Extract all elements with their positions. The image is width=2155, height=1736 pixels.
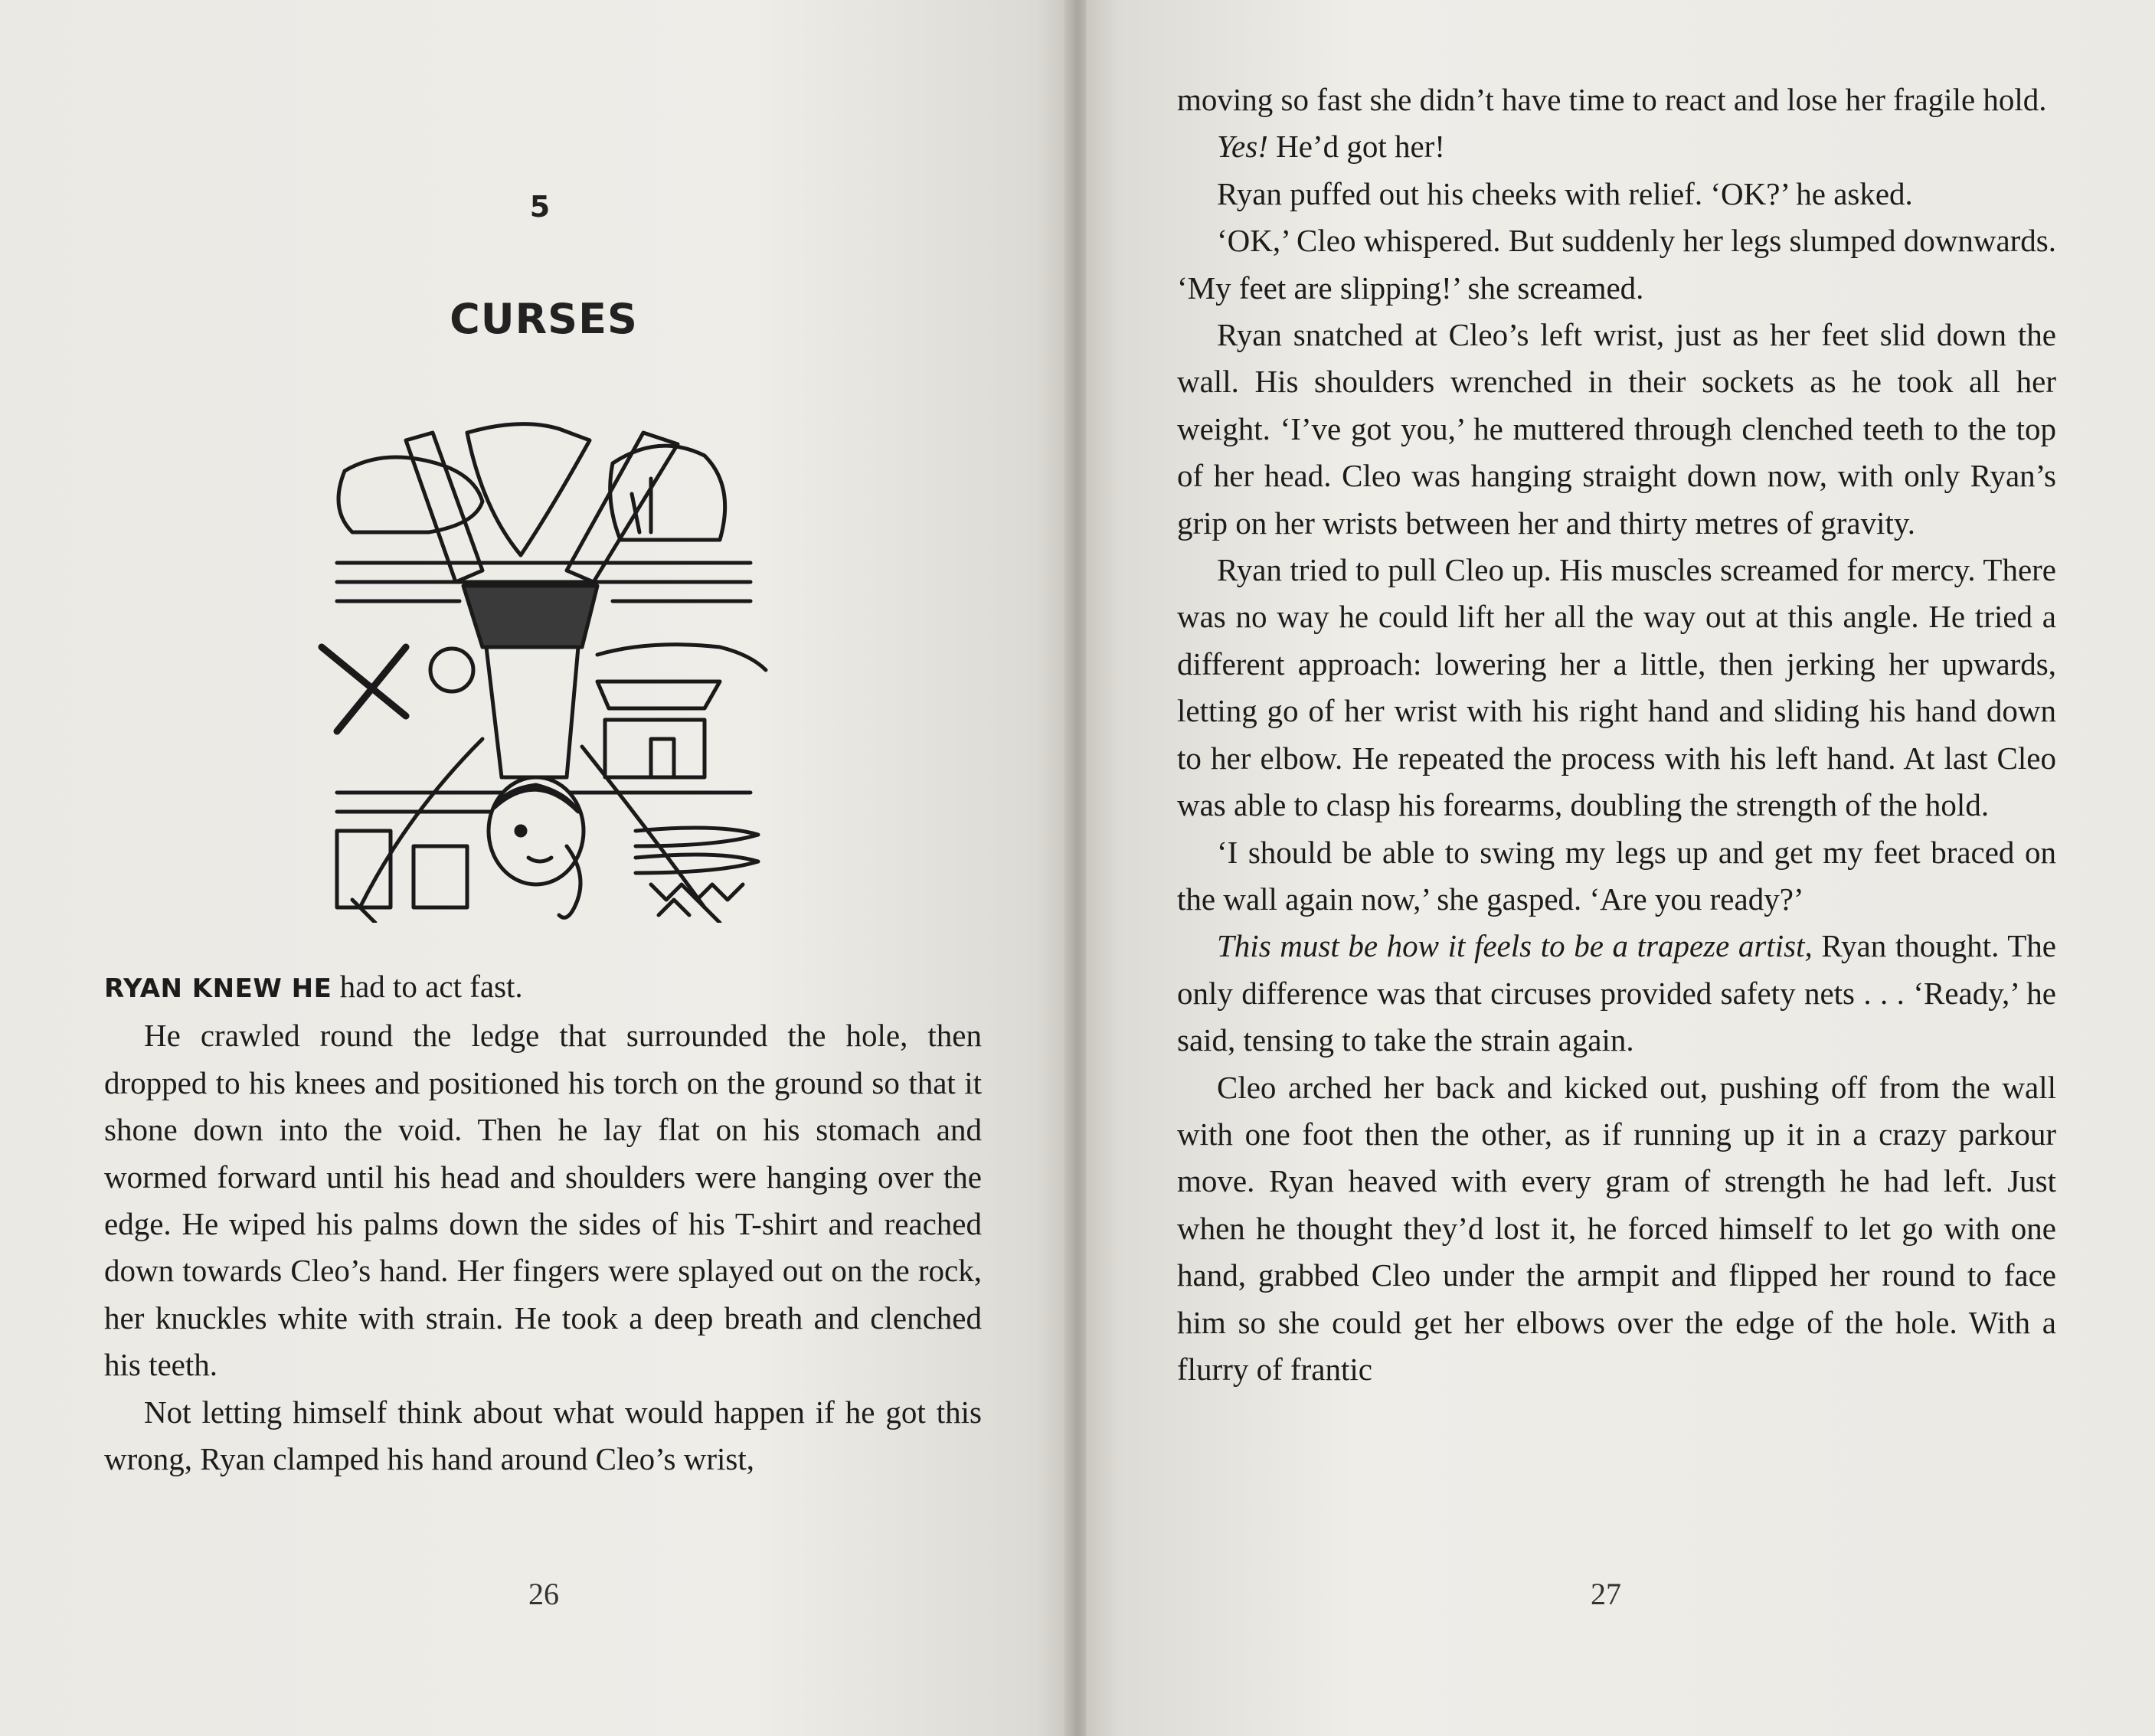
left-page bbox=[0, 0, 1069, 1736]
paragraph: ‘OK,’ Cleo whispered. But suddenly her legs slumped downwards. ‘My feet are slipping!’ she screamed. bbox=[1177, 223, 2056, 306]
paragraph bbox=[1177, 123, 2056, 170]
paragraph: Not letting himself think about what would happen if he got this wrong, Ryan clamped his hand around Cleo’s wrist, bbox=[104, 1394, 982, 1477]
right-page-text bbox=[1177, 77, 2056, 1393]
page-number-left: 26 bbox=[528, 1577, 559, 1611]
shorts bbox=[463, 586, 597, 647]
chapter-illustration bbox=[291, 417, 781, 923]
sun-disc bbox=[430, 649, 473, 691]
left-page-text bbox=[104, 963, 982, 1483]
torso bbox=[486, 647, 578, 777]
paragraph-rest: Ryan thought. The only difference was that circuses provided safety nets . . . ‘Ready,’ he said, tensing to take the strain again. bbox=[1177, 928, 2057, 1058]
chapter-number: 5 bbox=[529, 190, 551, 224]
lead-in-caps: RYAN KNEW HE bbox=[104, 973, 332, 1004]
paragraph-rest: He’d got her! bbox=[1267, 129, 1445, 165]
paragraph: Ryan snatched at Cleo’s left wrist, just as her feet slid down the wall. His shoulders wrenched in their sockets as he took all her weight. ‘I’ve got you,’ he muttered through clenched teeth to the top of her head. Cleo was hanging straight down now, with only Ryan’s grip on her wrists between her and thirty metres of gravity. bbox=[1177, 317, 2056, 541]
lead-in-rest: had to act fast. bbox=[332, 969, 523, 1004]
italic-text: This must be how it feels to be a trapeze artist, bbox=[1217, 928, 1813, 964]
italic-text: Yes! bbox=[1217, 129, 1268, 165]
paragraph: He crawled round the ledge that surrounded the hole, then dropped to his knees and positioned his torch on the ground so that it shone down into the void. Then he lay flat on his stomach and wormed forward until his head and shoulders were hanging over the edge. He wiped his palms down the sides of his T-shirt and reached down towards Cleo’s hand. Her fingers were splayed out on the rock, her knuckles white with strain. He took a deep breath and clenched his teeth. bbox=[104, 1018, 982, 1383]
page-number-right: 27 bbox=[1591, 1577, 1621, 1611]
paragraph: moving so fast she didn’t have time to react and lose her fragile hold. bbox=[1177, 82, 2047, 117]
paragraph: Ryan puffed out his cheeks with relief. ‘OK?’ he asked. bbox=[1217, 175, 1913, 211]
paragraph: Ryan tried to pull Cleo up. His muscles screamed for mercy. There was no way he could lift her all the way out at this angle. He tried a different approach: lowering her a little, then jerking her upwards, letting go of her wrist with his right hand and sliding his hand down to her elbow. He repeated the process with his left hand. At last Cleo was able to clasp his forearms, doubling the strength of the hold. bbox=[1177, 552, 2056, 823]
opening-paragraph bbox=[104, 963, 982, 1012]
left-arm bbox=[360, 739, 482, 907]
skirt bbox=[467, 424, 590, 555]
paragraph: Cleo arched her back and kicked out, pushing off from the wall with one foot then the other, as if running up it in a crazy parkour move. Ryan heaved with every gram of strength he had left. Just when he thought they’d lost it, he forced himself to let go with one hand, grabbed Cleo under the armpit and flipped her round to face him so she could get her elbows over the edge of the hole. With a flurry of frantic bbox=[1177, 1069, 2056, 1387]
right-page bbox=[1086, 0, 2155, 1736]
head bbox=[489, 777, 584, 884]
paragraph bbox=[1177, 923, 2056, 1064]
chapter-title: CURSES bbox=[450, 295, 638, 343]
paragraph: ‘I should be able to swing my legs up and get my feet braced on the wall again now,’ she gasped. ‘Are you ready?’ bbox=[1177, 834, 2056, 917]
fish-shape bbox=[338, 457, 482, 532]
